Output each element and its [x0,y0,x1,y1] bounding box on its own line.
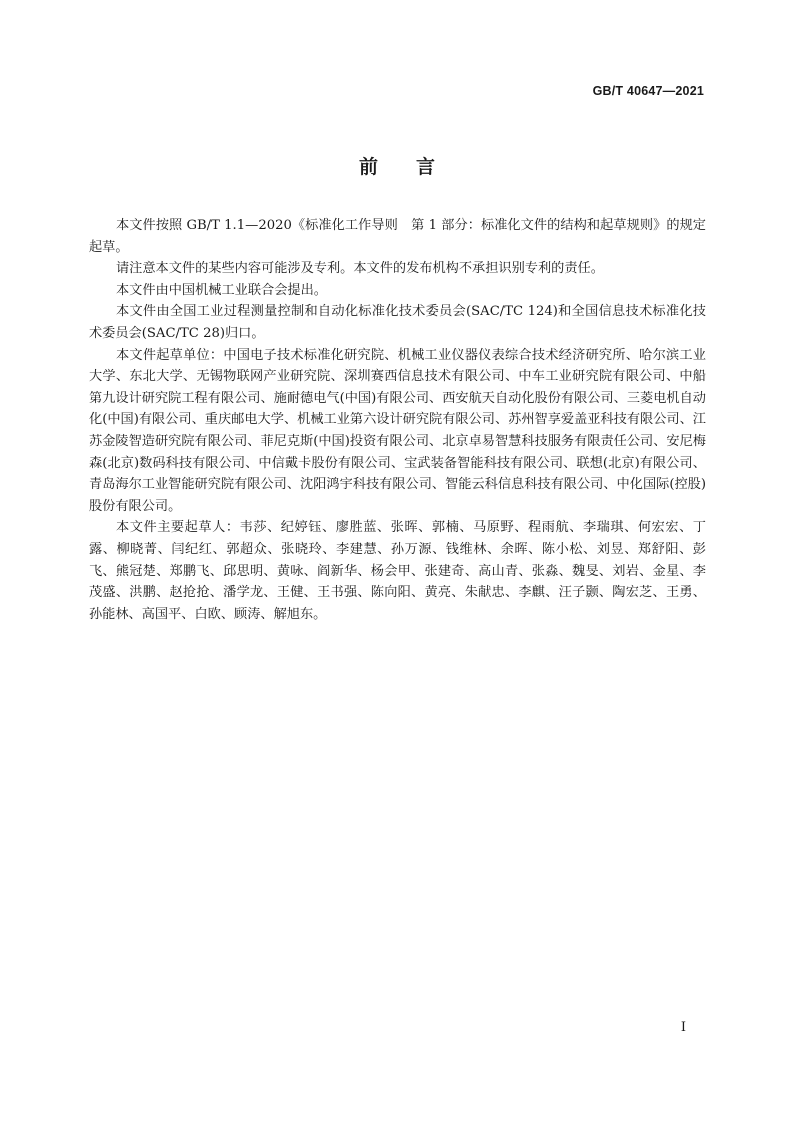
paragraph-drafting-rules: 本文件按照 GB/T 1.1—2020《标准化工作导则 第 1 部分：标准化文件的结构和起草规则》的规定起草。 [89,218,706,255]
paragraph-main-drafters: 本文件主要起草人：韦莎、纪婷钰、廖胜蓝、张晖、郭楠、马原野、程雨航、李瑞琪、何宏宏、丁露、柳晓菁、闫纪红、郭超众、张晓玲、李建慧、孙万源、钱维林、余晖、陈小松、刘昱、郑舒阳、彭飞、熊冠楚、郑鹏飞、邱思明、黄咏、阎新华、杨会甲、张建奇、高山青、张淼、魏旻、刘岩、金星、李茂盛、洪鹏、赵抢抢、潘学龙、王健、王书强、陈向阳、黄亮、朱献忠、李麒、汪子颢、陶宏芝、王勇、孙能林、高国平、白欧、顾涛、解旭东。 [89,520,706,622]
title-char-1: 前 [358,156,378,178]
paragraph-proposer: 本文件由中国机械工业联合会提出。 [116,282,327,298]
foreword-body [89,215,706,625]
paragraph-technical-committee: 本文件由全国工业过程测量控制和自动化标准化技术委员会(SAC/TC 124)和全国信息技术标准化技术委员会(SAC/TC 28)归口。 [89,304,706,341]
title-char-2: 言 [416,156,436,178]
page-title [0,152,794,179]
page-number: I [680,1020,686,1035]
paragraph-patent-notice: 请注意本文件的某些内容可能涉及专利。本文件的发布机构不承担识别专利的责任。 [116,261,604,277]
standard-number: GB/T 40647—2021 [592,84,704,98]
paragraph-drafting-organizations: 本文件起草单位：中国电子技术标准化研究院、机械工业仪器仪表综合技术经济研究所、哈尔滨工业大学、东北大学、无锡物联网产业研究院、深圳赛西信息技术有限公司、中车工业研究院有限公司、中船第九设计研究院工程有限公司、施耐德电气(中国)有限公司、西安航天自动化股份有限公司、三菱电机自动化(中国)有限公司、重庆邮电大学、机械工业第六设计研究院有限公司、苏州智享爱盖亚科技有限公司、江苏金陵智造研究院有限公司、菲尼克斯(中国)投资有限公司、北京卓易智慧科技服务有限责任公司、安尼梅森(北京)数码科技有限公司、中信戴卡股份有限公司、宝武装备智能科技有限公司、联想(北京)有限公司、青岛海尔工业智能研究院有限公司、沈阳鸿宇科技有限公司、智能云科信息科技有限公司、中化国际(控股)股份有限公司。 [89,347,706,514]
